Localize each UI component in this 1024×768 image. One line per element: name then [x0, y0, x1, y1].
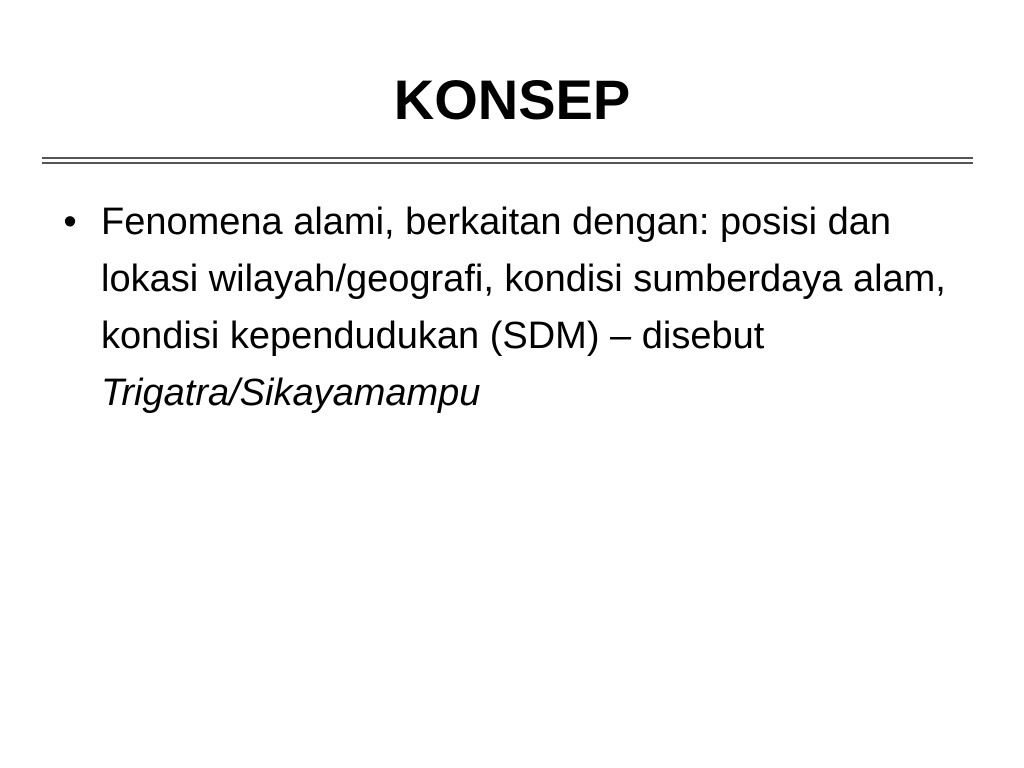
- slide-title: KONSEP: [393, 68, 631, 131]
- bullet-marker: •: [63, 201, 77, 243]
- bullet-emphasis: Trigatra/Sikayamampu: [101, 372, 481, 414]
- title-divider-top: [42, 157, 973, 159]
- bullet-text: Fenomena alami, berkaitan dengan: posisi dan lokasi wilayah/geografi, kondisi sumberdaya alam, kondisi kependudukan (SDM) – disebut: [101, 201, 946, 357]
- bullet-list: [55, 194, 975, 422]
- title-divider-bottom: [42, 162, 973, 164]
- bullet-item: [55, 194, 975, 422]
